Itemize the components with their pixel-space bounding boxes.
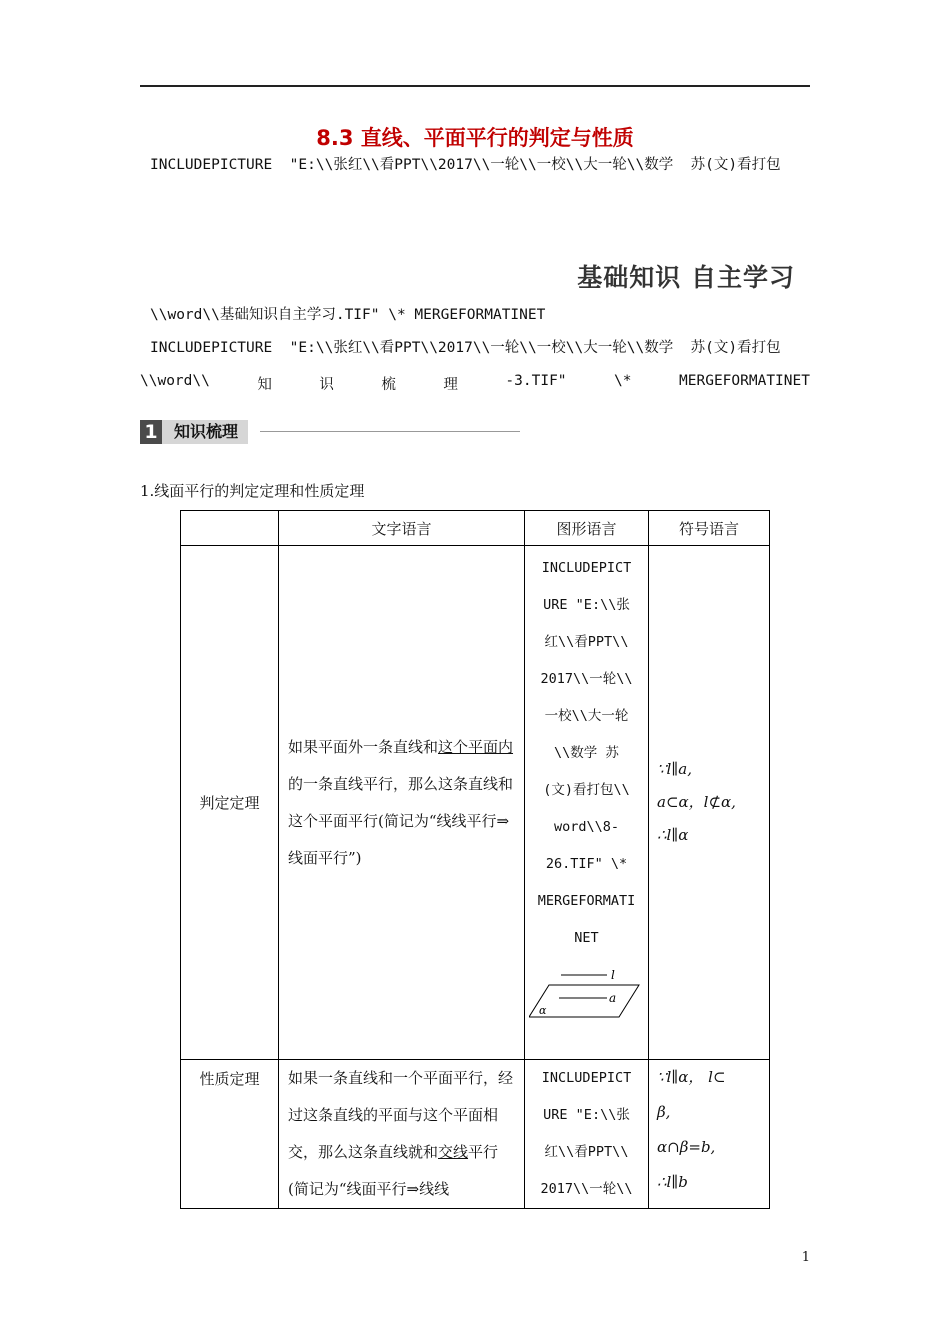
table-header-cell bbox=[181, 511, 279, 546]
figure-language-cell bbox=[525, 1060, 649, 1209]
page-number: 1 bbox=[801, 1250, 810, 1265]
field-code-part: \* bbox=[614, 373, 632, 389]
subheading: 1.线面平行的判定定理和性质定理 bbox=[140, 482, 365, 500]
row-label: 判定定理 bbox=[181, 546, 279, 1060]
section-badge-label: 知识梳理 bbox=[162, 420, 248, 444]
badge-divider bbox=[260, 431, 520, 432]
theorem-table bbox=[180, 510, 770, 1209]
top-rule bbox=[140, 85, 810, 87]
row-label: 性质定理 bbox=[181, 1060, 279, 1209]
table-row bbox=[181, 546, 770, 1060]
page-title: 8.3 直线、平面平行的判定与性质 bbox=[316, 126, 634, 150]
text-language-cell bbox=[279, 546, 525, 1060]
table-header-cell: 图形语言 bbox=[525, 511, 649, 546]
symbol-language-cell bbox=[649, 546, 770, 1060]
text-language-cell bbox=[279, 1060, 525, 1209]
table-row bbox=[181, 1060, 770, 1209]
label-a: a bbox=[609, 991, 617, 1005]
symbol-text: ∵l∥a, a⊂α，l⊄α, ∴l∥α bbox=[657, 760, 736, 844]
field-code-part: 理 bbox=[443, 377, 458, 393]
field-code-part: 识 bbox=[319, 377, 334, 393]
symbol-language-cell bbox=[649, 1060, 770, 1209]
table-header-cell: 符号语言 bbox=[649, 511, 770, 546]
field-code-line: INCLUDEPICTURE "E:\\张红\\看PPT\\2017\\一轮\\一校\\大一轮\\数学 苏(文)看打包 bbox=[150, 157, 781, 173]
field-code-part: \\word\\ bbox=[140, 373, 210, 389]
field-code-part: 知 bbox=[257, 377, 272, 393]
table-header-cell: 文字语言 bbox=[279, 511, 525, 546]
table-header-row bbox=[181, 511, 770, 546]
label-l: l bbox=[611, 968, 615, 982]
field-code-part: -3.TIF" bbox=[505, 373, 567, 389]
field-code-part: 梳 bbox=[381, 377, 396, 393]
figure-field-code: INCLUDEPICT URE "E:\\张 红\\看PPT\\ 2017\\一轮\\ bbox=[540, 1070, 633, 1197]
section-badge-number: 1 bbox=[140, 420, 162, 444]
field-code-justified-line bbox=[140, 373, 810, 394]
field-code-line: \\word\\基础知识自主学习.TIF" \* MERGEFORMATINET bbox=[150, 307, 546, 323]
line-plane-diagram bbox=[529, 965, 644, 1025]
symbol-text: ∵l∥α， l⊂ β, α∩β=b, ∴l∥b bbox=[657, 1068, 726, 1191]
figure-field-code: INCLUDEPICT URE "E:\\张 红\\看PPT\\ 2017\\一轮\\ 一校\\大一轮 \\数学 苏 (文)看打包\\ word\\8- 26.TIF" \* MERGEFORMATI NET bbox=[537, 560, 636, 946]
label-alpha: α bbox=[539, 1004, 547, 1017]
section-heading: 基础知识 自主学习 bbox=[577, 263, 795, 292]
field-code-line: INCLUDEPICTURE "E:\\张红\\看PPT\\2017\\一轮\\一校\\大一轮\\数学 苏(文)看打包 bbox=[150, 340, 781, 356]
figure-language-cell bbox=[525, 546, 649, 1060]
field-code-part: MERGEFORMATINET bbox=[679, 373, 810, 389]
theorem-text: 如果平面外一条直线和这个平面内的一条直线平行，那么这条直线和这个平面平行(简记为“线线平行⇒线面平行”) bbox=[288, 737, 514, 867]
theorem-text: 如果一条直线和一个平面平行，经过这条直线的平面与这个平面相交，那么这条直线就和交线平行(简记为“线面平行⇒线线 bbox=[288, 1069, 514, 1198]
